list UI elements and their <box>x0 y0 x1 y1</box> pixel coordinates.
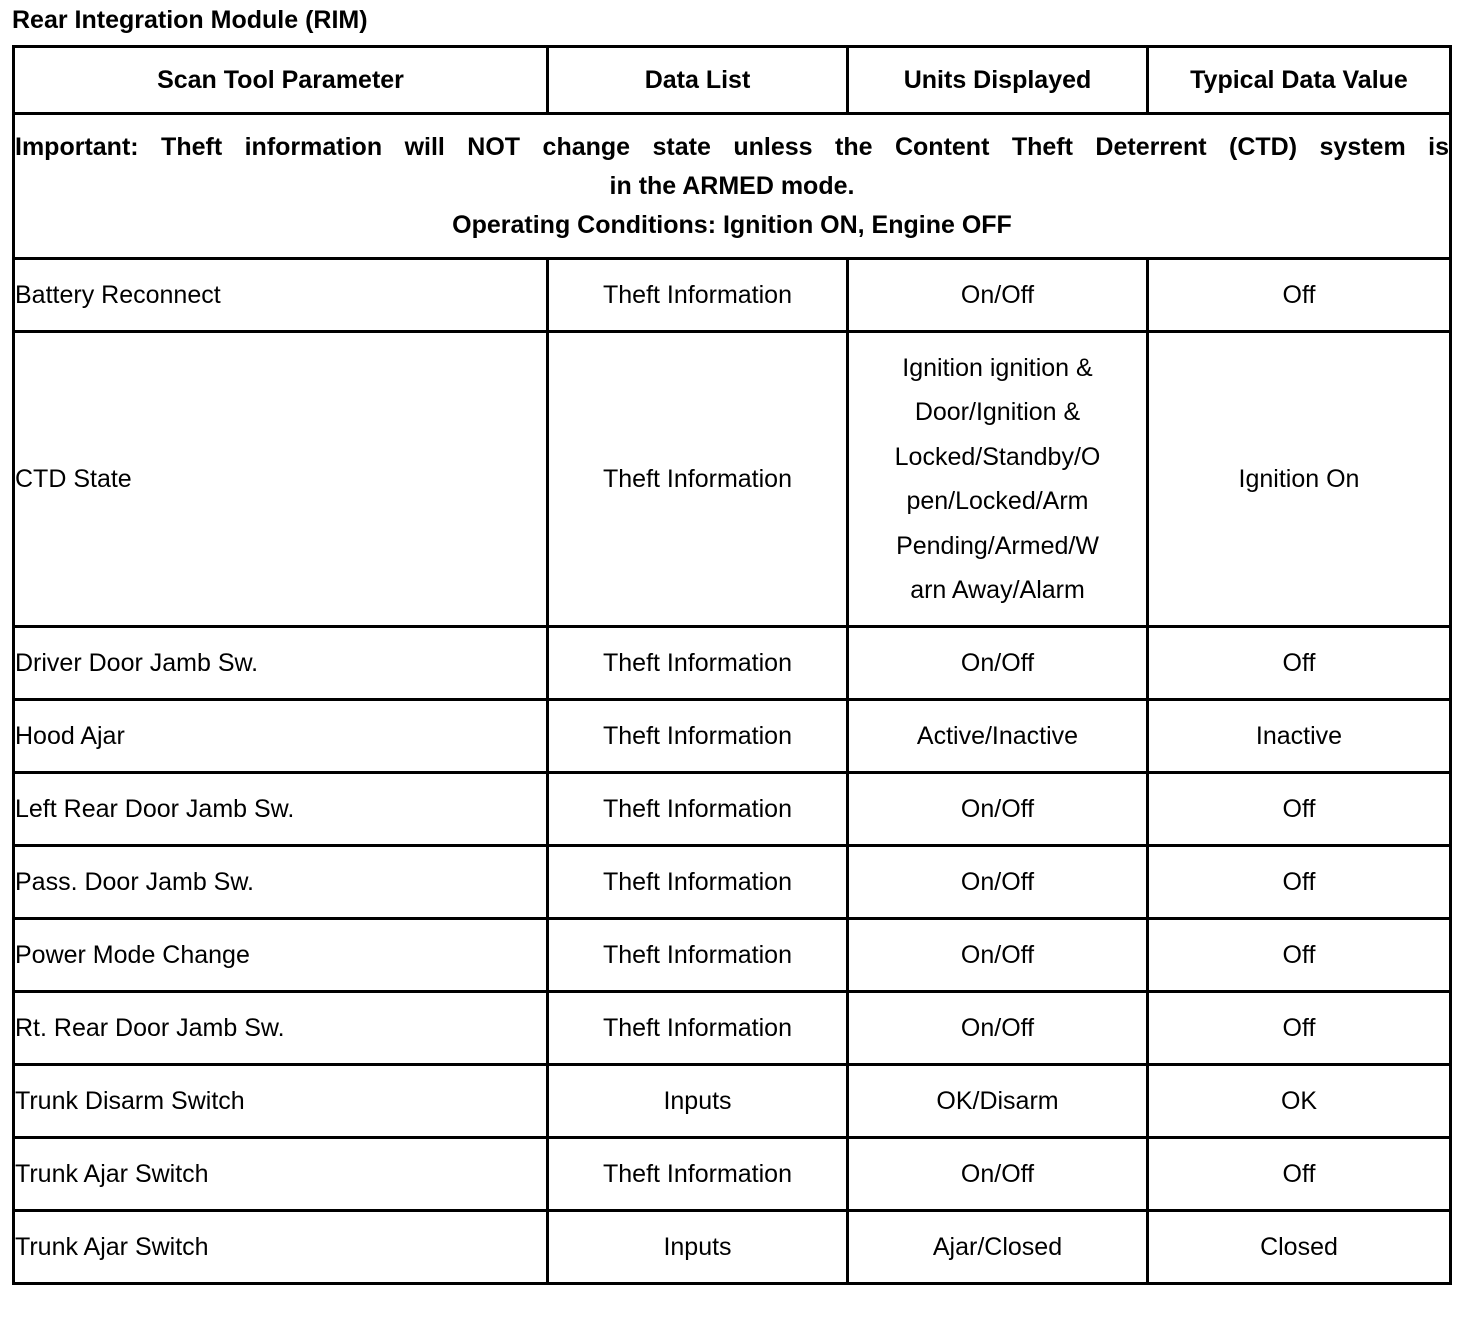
data-list-cell: Theft Information <box>548 259 848 332</box>
table-row <box>14 773 1451 846</box>
header-units-displayed: Units Displayed <box>848 47 1148 114</box>
typical-value-cell: OK <box>1148 1065 1451 1138</box>
data-list-cell: Theft Information <box>548 919 848 992</box>
table-row <box>14 1211 1451 1284</box>
typical-value-cell: Inactive <box>1148 700 1451 773</box>
data-list-cell: Theft Information <box>548 992 848 1065</box>
typical-value-cell: Off <box>1148 992 1451 1065</box>
units-line: arn Away/Alarm <box>910 576 1085 604</box>
parameter-cell: Driver Door Jamb Sw. <box>14 627 548 700</box>
typical-value-cell: Off <box>1148 259 1451 332</box>
important-note <box>14 114 1451 259</box>
note-row <box>14 114 1451 259</box>
operating-conditions: Operating Conditions: Ignition ON, Engine OFF <box>452 210 1012 239</box>
parameter-cell: Battery Reconnect <box>14 259 548 332</box>
header-scan-tool-parameter: Scan Tool Parameter <box>14 47 548 114</box>
units-cell: On/Off <box>848 259 1148 332</box>
data-list-cell: Theft Information <box>548 700 848 773</box>
parameter-cell: Left Rear Door Jamb Sw. <box>14 773 548 846</box>
table-row <box>14 627 1451 700</box>
data-list-cell: Theft Information <box>548 1138 848 1211</box>
document-title: Rear Integration Module (RIM) <box>12 6 368 34</box>
units-cell: On/Off <box>848 992 1148 1065</box>
table-row <box>14 1138 1451 1211</box>
parameter-cell: Trunk Disarm Switch <box>14 1065 548 1138</box>
parameter-cell: Trunk Ajar Switch <box>14 1211 548 1284</box>
data-list-cell: Inputs <box>548 1065 848 1138</box>
typical-value-cell: Off <box>1148 846 1451 919</box>
units-cell: On/Off <box>848 627 1148 700</box>
header-data-list: Data List <box>548 47 848 114</box>
data-list-cell: Inputs <box>548 1211 848 1284</box>
units-line: Pending/Armed/W <box>896 531 1099 560</box>
units-cell: On/Off <box>848 919 1148 992</box>
units-cell: On/Off <box>848 773 1148 846</box>
parameter-cell: CTD State <box>14 332 548 627</box>
units-line: pen/Locked/Arm <box>906 487 1089 515</box>
table-row <box>14 1065 1451 1138</box>
units-line: Ignition ignition & <box>902 353 1093 382</box>
units-cell: Active/Inactive <box>848 700 1148 773</box>
header-typical-data-value: Typical Data Value <box>1148 47 1451 114</box>
typical-value-cell: Off <box>1148 773 1451 846</box>
data-list-cell: Theft Information <box>548 773 848 846</box>
units-cell: On/Off <box>848 846 1148 919</box>
typical-value-cell: Ignition On <box>1148 332 1451 627</box>
table-row <box>14 332 1451 627</box>
units-cell: OK/Disarm <box>848 1065 1148 1138</box>
table-row <box>14 992 1451 1065</box>
parameter-cell: Power Mode Change <box>14 919 548 992</box>
parameter-cell: Pass. Door Jamb Sw. <box>14 846 548 919</box>
typical-value-cell: Off <box>1148 1138 1451 1211</box>
data-list-cell: Theft Information <box>548 332 848 627</box>
typical-value-cell: Closed <box>1148 1211 1451 1284</box>
data-list-cell: Theft Information <box>548 846 848 919</box>
parameter-cell: Trunk Ajar Switch <box>14 1138 548 1211</box>
units-line: Locked/Standby/O <box>894 442 1101 471</box>
rim-parameter-table <box>12 45 1452 1285</box>
units-cell <box>848 332 1148 627</box>
parameter-cell: Hood Ajar <box>14 700 548 773</box>
note-line-1: Important: Theft information will NOT change state unless the Content Theft Deterrent (CTD) system is <box>15 132 1449 161</box>
units-line: Door/Ignition & <box>914 398 1081 426</box>
table-row <box>14 846 1451 919</box>
typical-value-cell: Off <box>1148 919 1451 992</box>
table-row <box>14 700 1451 773</box>
units-cell: Ajar/Closed <box>848 1211 1148 1284</box>
units-cell: On/Off <box>848 1138 1148 1211</box>
typical-value-cell: Off <box>1148 627 1451 700</box>
table-row <box>14 919 1451 992</box>
parameter-cell: Rt. Rear Door Jamb Sw. <box>14 992 548 1065</box>
data-list-cell: Theft Information <box>548 627 848 700</box>
note-line-2: in the ARMED mode. <box>609 171 855 200</box>
header-row <box>14 47 1451 114</box>
table-row <box>14 259 1451 332</box>
